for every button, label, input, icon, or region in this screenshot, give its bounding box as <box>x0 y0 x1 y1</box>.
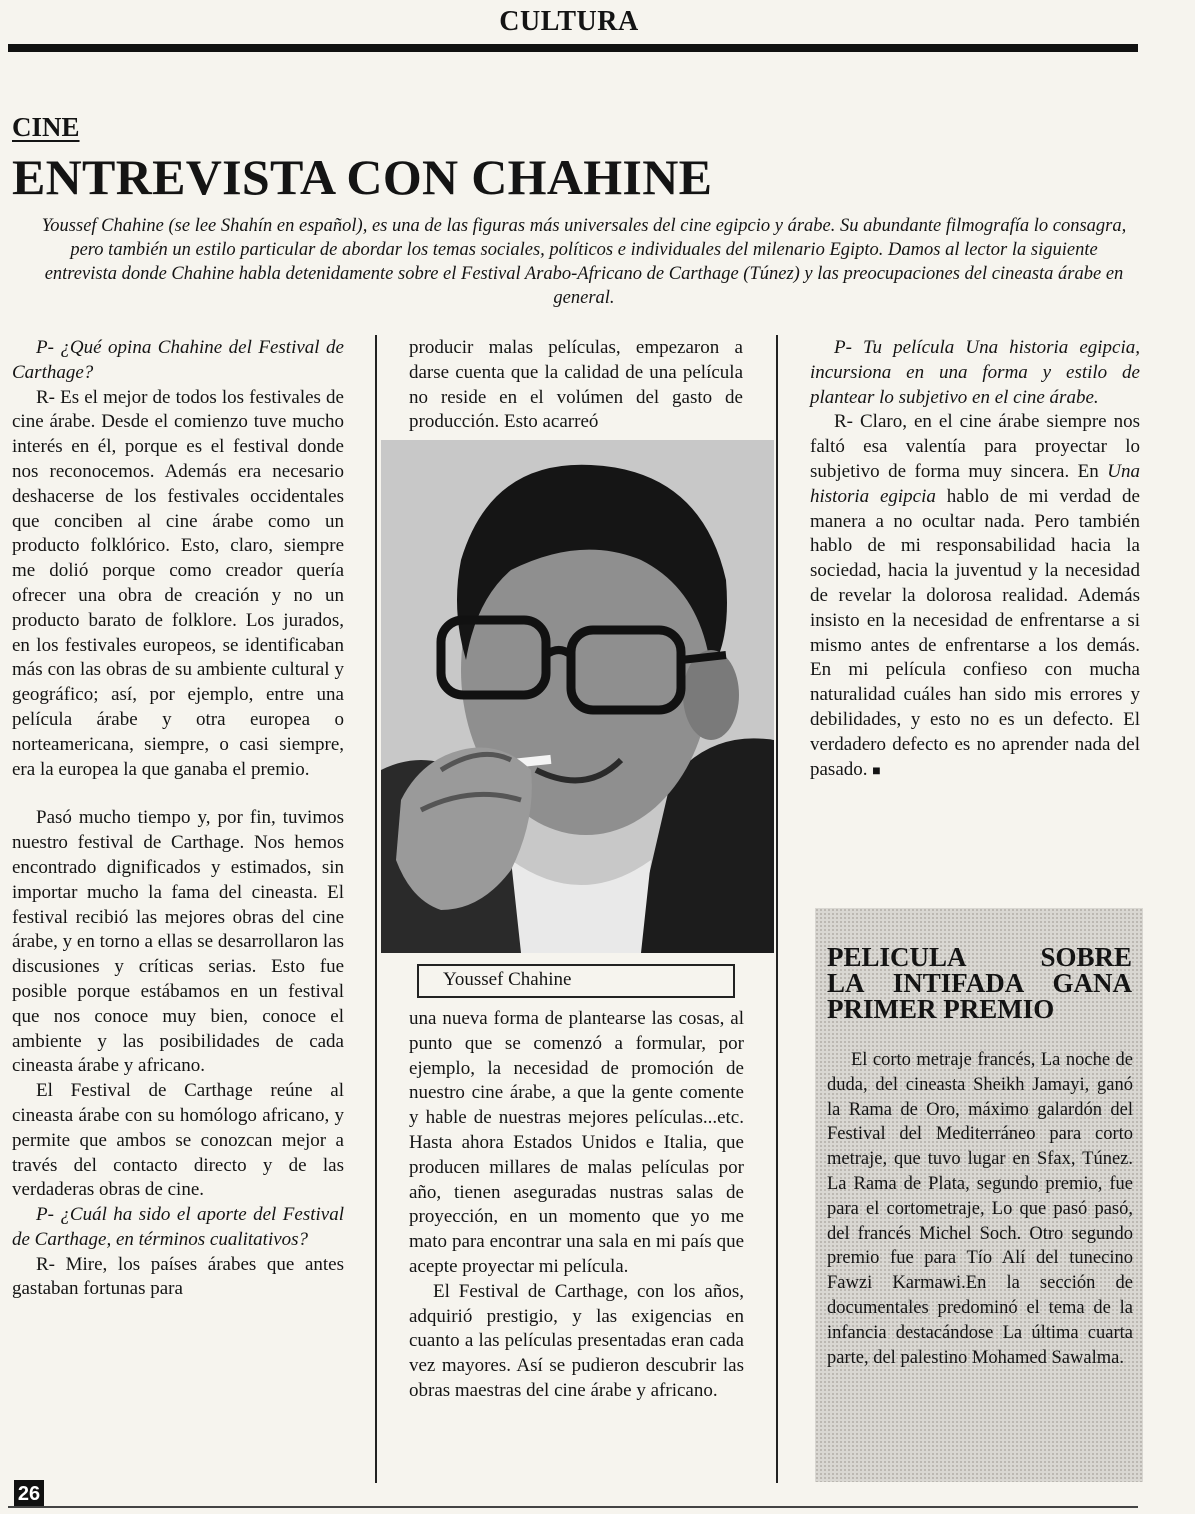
page-number: 26 <box>14 1480 44 1508</box>
column-2-top <box>409 336 743 435</box>
answer-2: R- Mire, los países árabes que antes gastaban fortunas para <box>12 1253 344 1300</box>
column-1 <box>12 336 344 1302</box>
column-2-text-bottom: una nueva forma de plantearse las cosas, al punto que se comenzó a formular, por ejemplo, la necesidad de promoción de nuestro cine árabe, a que la gente comente y hable de nuestras mejores películas...etc. Hasta ahora Estados Unidos e Italia, que producen millares de malas películas por año, tienen aseguradas nustras salas de proyección, en un momento que yo me mato para encontrar una sala en mi país que acepte proyectar mi película. <box>409 1008 744 1277</box>
sidebar-title-line: PRIMER PREMIO <box>827 994 1055 1024</box>
column-divider <box>776 335 778 1483</box>
sidebar-body <box>827 1048 1133 1370</box>
answer-3-start: R- Claro, en el cine árabe siempre nos faltó esa valentía para proyectar lo subjetivo de forma muy sincera. En <box>810 411 1140 482</box>
column-divider <box>375 335 377 1483</box>
paragraph-3: El Festival de Carthage reúne al cineasta árabe con su homólogo africano, y permite que ambos se conozcan mejor a través del contacto directo y de las verdaderas obras de cine. <box>12 1080 344 1201</box>
kicker-label: CINE <box>12 112 80 142</box>
answer-1: R- Es el mejor de todos los festivales de cine árabe. Desde el comienzo tuve mucho interés en él, porque es el festival donde nos reconocemos. Además era necesario deshacerse de los festivales occidentales que conciben al cine árabe como un producto folklórico. Esto, claro, siempre me dolió porque como creador quería ofrecer una obra de creación y no un producto barato de folklore. Los jurados, en los festivales europeos, se identificaban más con las obras de su ambiente cultural y geográfico; así, por ejemplo, entre una película árabe y otra europea o norteamericana, siempre, o casi siempre, era la europea la que ganaba el premio. <box>12 386 344 780</box>
top-rule <box>8 44 1138 52</box>
portrait-photo <box>381 440 774 953</box>
question-2: P- ¿Cuál ha sido el aporte del Festival de Carthage, en términos cualitativos? <box>12 1204 344 1250</box>
sidebar-title-line: LA INTIFADA GANA <box>827 968 1132 998</box>
column-2-paragraph: El Festival de Carthage, con los años, adquirió prestigio, y las exigencias en cuanto a las películas presentadas eran cada vez mayores. Así se pudieron descubrir las obras maestras del cine árabe y africano. <box>409 1280 744 1401</box>
sidebar-title <box>827 944 1132 1022</box>
photo-caption: Youssef Chahine <box>417 964 735 998</box>
column-2-bottom <box>409 1007 744 1404</box>
column-2-text-top: producir malas películas, empezaron a darse cuenta que la calidad de una película no reside en el volúmen del gasto de producción. Esto acarreó <box>409 337 743 433</box>
portrait-illustration <box>381 440 774 953</box>
film-title: Una historia egipcia <box>810 460 1140 507</box>
headline: ENTREVISTA CON CHAHINE <box>12 149 713 205</box>
answer-3-rest: hablo de mi verdad de manera a no ocultar nada. Pero también hablo de mi responsabilidad hacia la sociedad, hacia la juventud y la necesidad de revelar la dolorosa realidad. Además insisto en la necesidad de enfrentarse a si mismo antes de enfrentarse a los demás. En mi película confieso con mucha naturalidad cuáles han sido mis errores y debilidades, y esto no es un defecto. El verdadero defecto es no aprender nada del pasado. <box>810 485 1140 780</box>
end-mark: ■ <box>872 763 881 779</box>
sidebar-title-line: PELICULA SOBRE <box>827 942 1132 972</box>
sidebar-paragraph: El corto metraje francés, La noche de duda, del cineasta Sheikh Jamayi, ganó la Rama de Oro, máximo galardón del Festival del Mediterráneo para corto metraje, que tuvo lugar en Sfax, Túnez. La Rama de Plata, segundo premio, fue para el cortometraje, Lo que pasó pasó, del francés Michel Soch. Otro segundo premio fue para Tío Alí del tunecino Fawzi Karmawi.En la sección de documentales predominó el tema de la infancia destacándose La última cuarta parte, del palestino Mohamed Sawalma. <box>827 1050 1133 1368</box>
column-3 <box>810 336 1140 784</box>
answer-3 <box>810 410 1140 784</box>
lead-paragraph: Youssef Chahine (se lee Shahín en español), es una de las figuras más universales del cine egipcio y árabe. Su abundante filmografía lo consagra, pero también un estilo particular de abordar los temas sociales, políticos e individuales del milenario Egipto. Damos al lector la siguiente entrevista donde Chahine habla detenidamente sobre el Festival Arabo-Africano de Carthage (Túnez) y las preocupaciones del cineasta árabe en general. <box>41 216 1127 308</box>
question-3: P- Tu película Una historia egipcia, incursiona en una forma y estilo de plantear lo subjetivo en el cine árabe. <box>810 337 1140 408</box>
paragraph-2: Pasó mucho tiempo y, por fin, tuvimos nuestro festival de Carthage. Nos hemos encontrado dignificados y estimados, sin importar mucho la fama del cineasta. El festival recibió las mejores obras del cine árabe, y en torno a ellas se desarrollaron las discusiones y críticas serias. Esto fue posible porque estábamos en un festival que nos conoce muy bien, conoce el ambiente y las posibilidades de cada cineasta árabe y africano. <box>12 807 344 1077</box>
question-1: P- ¿Qué opina Chahine del Festival de Carthage? <box>12 337 344 383</box>
bottom-rule <box>8 1506 1138 1508</box>
section-label: CULTURA <box>499 6 639 37</box>
